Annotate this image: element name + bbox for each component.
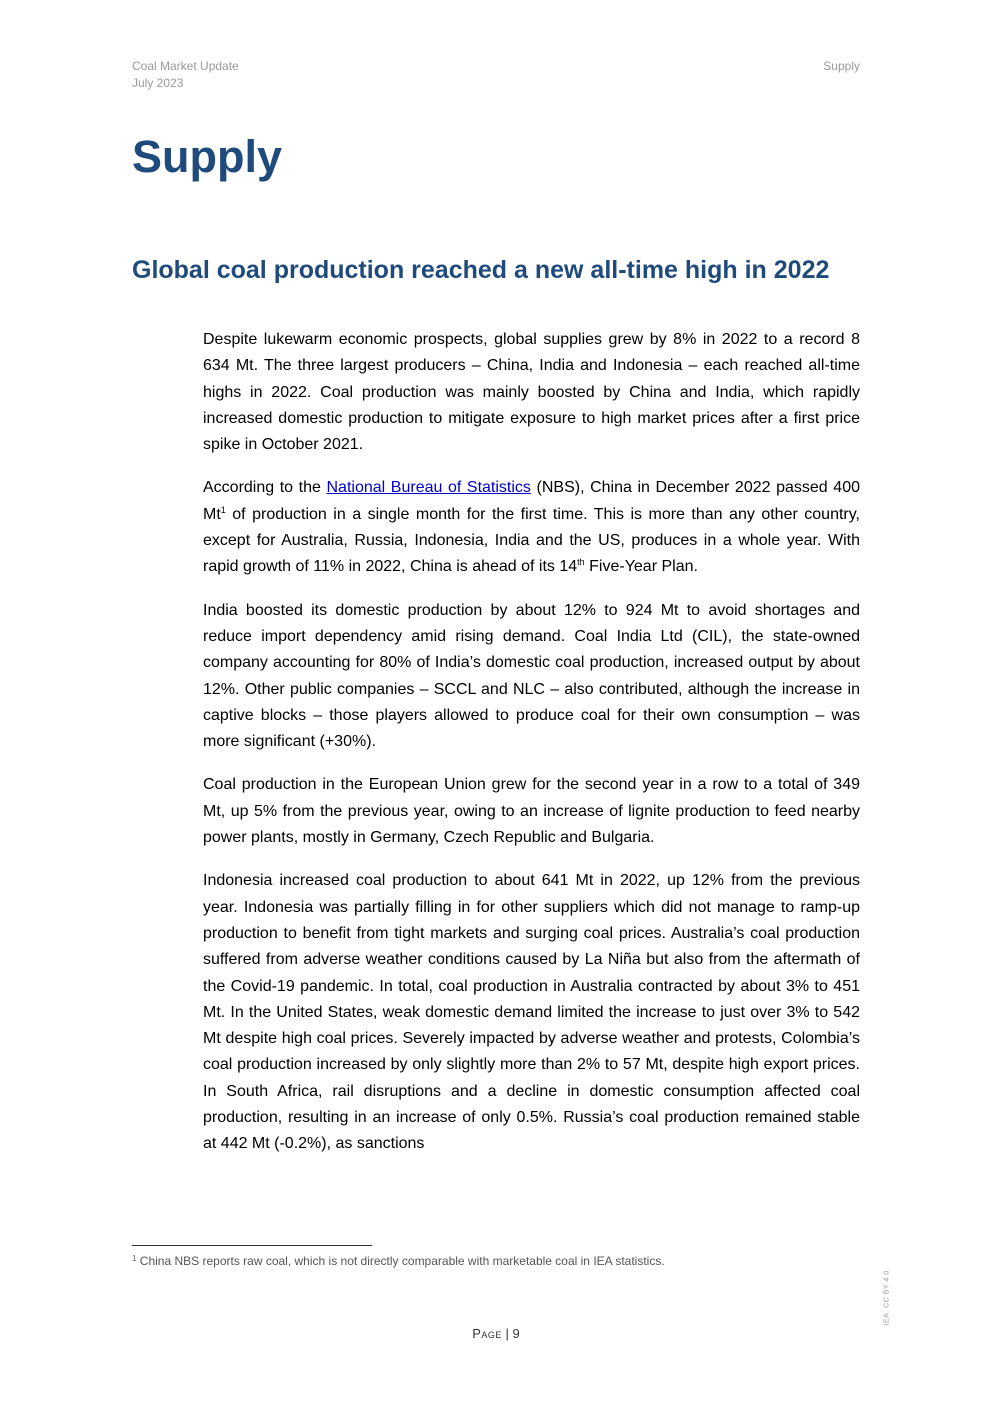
footnote-number: 1 <box>132 1254 137 1263</box>
paragraph-2 <box>203 475 860 580</box>
section-label: Supply <box>823 59 860 73</box>
nbs-link[interactable]: National Bureau of Statistics <box>326 479 531 497</box>
paragraph-4: Coal production in the European Union grew for the second year in a row to a total of 349 Mt, up 5% from the previous year, owing to an increase of lignite production to feed nearby power plants, mostly in Germany, Czech Republic and Bulgaria. <box>203 776 860 847</box>
page-footer <box>0 1326 992 1342</box>
running-header-left <box>132 58 239 92</box>
footnote <box>132 1254 665 1269</box>
page-number: 9 <box>512 1326 520 1341</box>
paragraph-2-text-a: According to the <box>203 479 327 497</box>
paragraph-2-text-d: Five-Year Plan. <box>584 558 698 576</box>
doc-title: Coal Market Update <box>132 59 239 73</box>
paragraph-2-text-c: of production in a single month for the first time. This is more than any other country, except for Australia, Russia, Indonesia, India and the US, produces in a whole year. With rapid growth of 11% in 2022, China is ahead of its 14 <box>203 505 860 576</box>
page-label: Page <box>472 1326 502 1341</box>
section-heading: Global coal production reached a new all-time high in 2022 <box>132 256 830 284</box>
paragraph-5: Indonesia increased coal production to about 641 Mt in 2022, up 12% from the previous year. Indonesia was partially filling in for other suppliers which did not manage to ramp-up production to benefit from tight markets and surging coal prices. Australia’s coal production suffered from adverse weather conditions caused by La Niña but also from the aftermath of the Covid-19 pandemic. In total, coal production in Australia contracted by about 3% to 451 Mt. In the United States, weak domestic demand limited the increase to just over 3% to 542 Mt despite high coal prices. Severely impacted by adverse weather and protests, Colombia’s coal production increased by only slightly more than 2% to 57 Mt, despite high export prices. In South Africa, rail disruptions and a decline in domestic consumption affected coal production, resulting in an increase of only 0.5%. Russia’s coal production remained stable at 442 Mt (-0.2%), as sanctions <box>203 872 860 1153</box>
footnote-marker: 1 <box>220 504 226 515</box>
paragraph-1: Despite lukewarm economic prospects, global supplies grew by 8% in 2022 to a record 8 634 Mt. The three largest producers – China, India and Indonesia – each reached all-time highs in 2022. Coal production was mainly boosted by China and India, which rapidly increased domestic production to mitigate exposure to high market prices after a first price spike in October 2021. <box>203 331 860 454</box>
running-header-right <box>823 58 860 75</box>
footnote-divider <box>132 1245 372 1246</box>
page-title: Supply <box>132 131 283 182</box>
body-text <box>203 327 860 1158</box>
page-separator: | <box>501 1326 513 1341</box>
paragraph-3: India boosted its domestic production by about 12% to 924 Mt to avoid shortages and reduce import dependency amid rising demand. Coal India Ltd (CIL), the state-owned company accounting for 80% of India’s domestic coal production, increased output by about 12%. Other public companies – SCCL and NLC – also contributed, although the increase in captive blocks – those players allowed to produce coal for their own consumption – was more significant (+30%). <box>203 601 860 751</box>
doc-date: July 2023 <box>132 76 184 90</box>
footnote-text: China NBS reports raw coal, which is not directly comparable with marketable coal in IEA statistics. <box>136 1254 665 1268</box>
ordinal-suffix: th <box>577 557 585 568</box>
license-notice: IEA. CC BY 4.0. <box>883 1267 891 1326</box>
paragraph-2-text-b: (NBS), China in December 2022 passed 400 Mt <box>203 479 860 523</box>
